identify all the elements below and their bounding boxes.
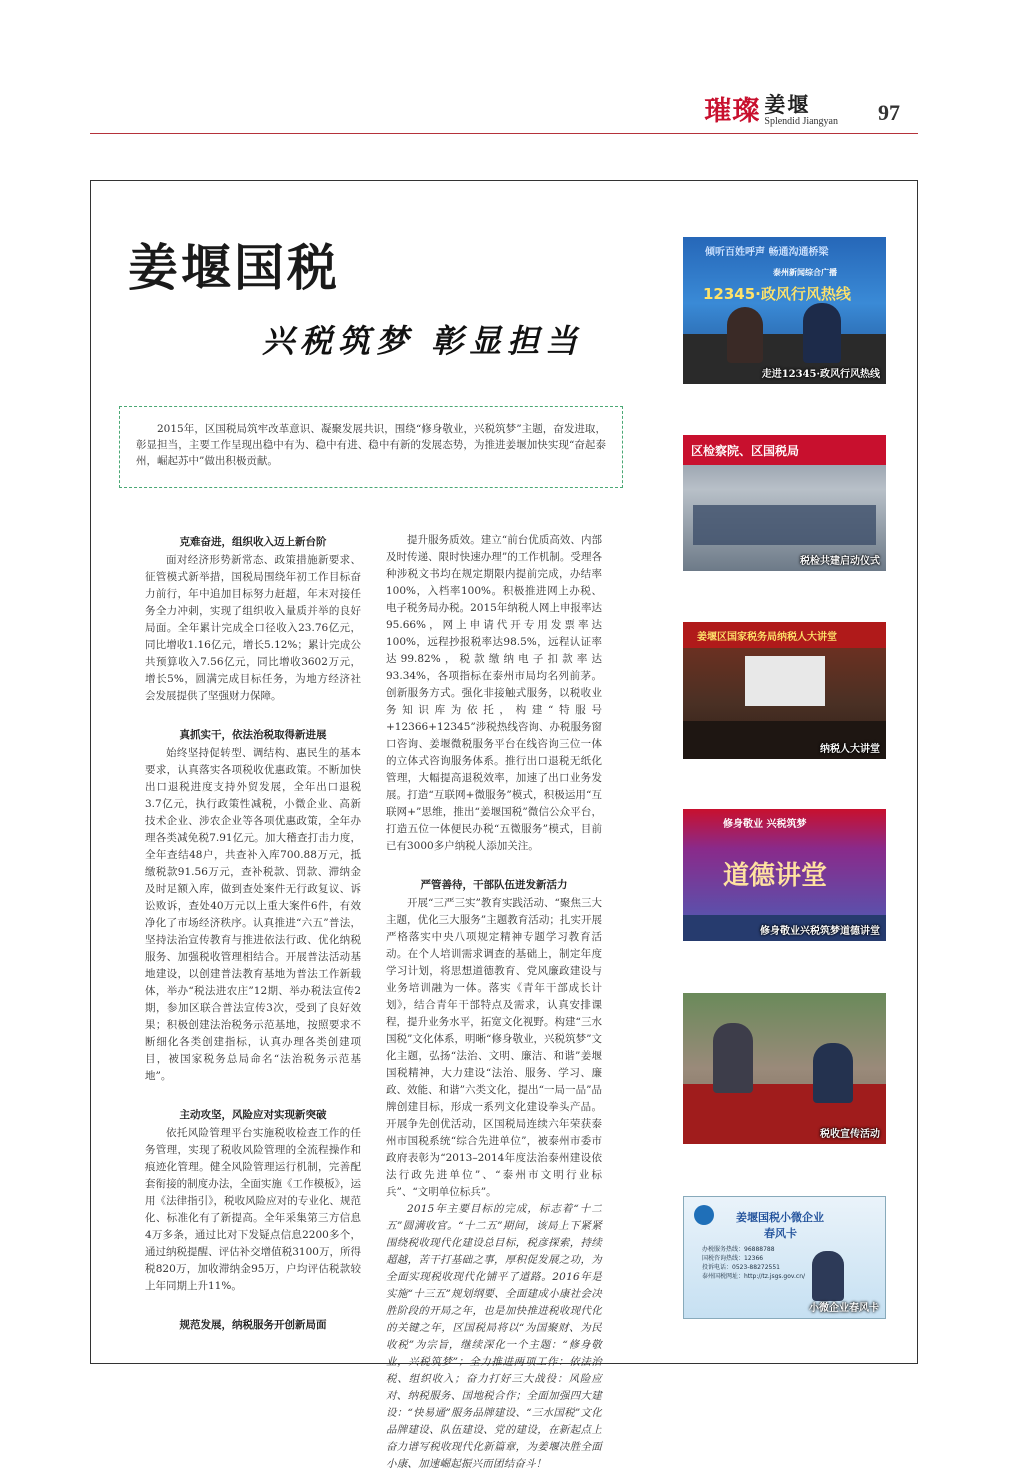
photo-spring-card — [683, 1196, 886, 1319]
section-body: 提升服务质效。建立“前台优质高效、内部及时传递、限时快速办理”的工作机制。受理各种涉税文书均在规定期限内提前完成，办结率100%，入档率100%。积极推进网上办税、电子税务局办税。2015年纳税人网上申报率达95.66%，网上申请代开专用发票率达100%，远程抄报税率达98.5%，远程认证率达99.82%，税款缴纳电子扣款率达93.34%，各项指标在泰州市局均名列前茅。创新服务方式。强化非接触式服务，以税收业务知识库为依托，构建“特服号+12366+12345”涉税热线咨询、办税服务窗口咨询、姜堰微税服务平台在线咨询三位一体的立体式咨询服务体系。推行出口退税无纸化管理，大幅提高退税效率，加速了出口业务发展。打造“互联网+微服务”模式，积极运用“互联网+”思维，推出“姜堰国税”微信公众平台，打造五位一体便民办税“五微服务”模式，目前已有3000多户纳税人添加关注。 — [386, 534, 602, 852]
photo-tax-campaign — [683, 993, 886, 1144]
section-body: 面对经济形势新常态、政策措施新要求、征管模式新举措，国税局围绕年初工作目标奋力前行，年中追加目标努力赶超，年末对接任务全力冲刺，实现了组织收入量质并举的良好局面。全年累计完成全口径收入23.76亿元，同比增收1.16亿元，增长5.12%；累计完成公共预算收入7.56亿元，同比增收3602万元，增长5%，圆满完成目标任务，为地方经济社会发展提供了坚强财力保障。 — [145, 554, 361, 702]
intro-box: 2015年，区国税局筑牢改革意识、凝聚发展共识，围绕“修身敬业，兴税筑梦”主题，奋发进取，彰显担当，主要工作呈现出稳中有为、稳中有进、稳中有新的发展态势，为推进姜堰加快实现“奋起泰州，崛起苏中”做出积极贡献。 — [119, 406, 623, 488]
photo-morality-hall — [683, 809, 886, 941]
photo-caption: 小微企业春风卡 — [809, 1303, 879, 1314]
photo-caption: 税收宣传活动 — [820, 1129, 880, 1140]
section-heading: 主动攻坚，风险应对实现新突破 — [179, 1109, 327, 1121]
photo-lecture — [683, 622, 886, 759]
card-subtitle: 春风卡 — [764, 1227, 797, 1240]
card-title: 姜堰国税小微企业 — [736, 1211, 824, 1224]
section-body: 依托风险管理平台实施税收检查工作的任务管理，实现了税收风险管理的全流程操作和痕迹化管理。健全风险管理运行机制，完善配套衔接的制度办法，全面实施《工作模板》，运用《法律指引》，税收风险应对的专业化、规范化、标准化有了新提高。全年采集第三方信息4万多条，通过比对下发疑点信息2200多个，通过纳税提醒、评估补交增值税3100万，所得税820万，加收滞纳金95万，户均评估税款较上年同期上升11%。 — [145, 1127, 361, 1292]
photo-hotline — [683, 237, 886, 384]
closing-paragraph: 2015年主要目标的完成，标志着“十二五”圆满收官。“十二五”期间，该局上下紧紧围绕税收现代化建设总目标，税彦探索，持续超越，苦干打基础之事，厚积促发展之功，为全面实现税收现代化铺平了道路。2016年是实施“十三五”规划纲要、全面建成小康社会决胜阶段的开局之年，也是加快推进税收现代化的关键之年，区国税局将以“为国聚财、为民收税”为宗旨，继续深化一个主题：“修身敬业，兴税筑梦”；全力推进两项工作：依法治税、组织收入；奋力打好三大战役：风险应对、纳税服务、国地税合作；全面加强四大建设：“快易通”服务品牌建设、“三水国税”文化品牌建设、队伍建设、党的建设，在新起点上奋力谱写税收现代化新篇章，为姜堰决胜全面小康、加速崛起振兴而团结奋斗！ — [386, 1203, 602, 1470]
photo-banner-main: 12345·政风行风热线 — [703, 285, 851, 303]
section-heading: 严管善待，干部队伍迸发新活力 — [420, 879, 568, 891]
section-heading: 克难奋进，组织收入迈上新台阶 — [179, 536, 327, 548]
photo-banner-top: 修身敬业 兴税筑梦 — [723, 819, 807, 830]
article-subtitle: 兴税筑梦 彰显担当 — [262, 322, 584, 360]
brand-black-text: 姜堰 — [764, 92, 811, 117]
article-title: 姜堰国税 — [128, 239, 340, 297]
photo-caption: 走进12345·政风行风热线 — [761, 369, 880, 380]
section-heading: 规范发展，纳税服务开创新局面 — [179, 1319, 327, 1331]
station-logo-text: 泰州新闻综合广播 — [773, 268, 837, 277]
text-column-left — [145, 534, 361, 1335]
tax-logo-icon — [694, 1205, 714, 1225]
card-info: 办税服务热线：96888788 国税咨询热线：12366 投诉电话：0523-88272551 泰州国税网址：http://tz.jsgs.gov.cn/ — [702, 1246, 806, 1280]
section-body: 开展“三严三实”教育实践活动、“聚焦三大主题，优化三大服务”主题教育活动；扎实开展严格落实中央八项规定精神专题学习教育活动。在个人培训需求调查的基础上，制定年度学习计划，将思想道德教育、党风廉政建设与业务培训融为一体。落实《青年干部成长计划》，结合青年干部特点及需求，认真安排课程，提升业务水平，拓宽文化视野。构建“三水国税”文化体系，明晰“修身敬业，兴税筑梦”文化主题，弘扬“法治、文明、廉洁、和谐”姜堰国税精神，大力建设“法治、服务、学习、廉政、效能、和谐”六类文化，提出“一局一品”品牌创建目标，形成一系列文化建设拳头产品。开展争先创优活动，区国税局连续六年荣获泰州市国税系统“综合先进单位”，被泰州市委市政府表彰为“2013–2014年度法治泰州建设依法行政先进单位”、“泰州市文明行业标兵”、“文明单位标兵”。 — [386, 897, 602, 1198]
brand-red-text: 璀璨 — [704, 96, 761, 127]
brand-english-text: Splendid Jiangyan — [764, 116, 838, 127]
photo-caption: 纳税人大讲堂 — [820, 744, 880, 755]
photo-caption: 修身敬业兴税筑梦道德讲堂 — [760, 926, 880, 937]
section-heading: 真抓实干，依法治税取得新进展 — [179, 729, 327, 741]
text-column-middle — [386, 532, 602, 1473]
photo-banner-main: 姜堰区国家税务局纳税人大讲堂 — [697, 632, 837, 643]
photo-ceremony — [683, 435, 886, 571]
photo-caption: 税检共建启动仪式 — [800, 556, 880, 567]
photo-banner-main: 道德讲堂 — [723, 861, 828, 891]
page-number: 97 — [878, 100, 900, 125]
section-body: 始终坚持促转型、调结构、惠民生的基本要求，认真落实各项税收优惠政策。不断加快出口退税进度支持外贸发展，全年出口退税3.7亿元，执行政策性减税，小微企业、高新技术企业、涉农企业等各项优惠政策，全年办理各类减免税7.91亿元。加大稽查打击力度，全年查结48户，共查补入库700.88万元，抵缴税款91.56万元，查补税款、罚款、滞纳金及时足额入库，做到查处案件无行政复议、诉讼败诉，查处40万元以上重大案件6件，有效净化了市场经济秩序。认真推进“六五”普法，坚持法治宣传教育与推进依法行政、优化纳税服务、加强税收管理相结合。开展普法活动基地建设，以创建普法教育基地为普法工作新载体，举办“税法进农庄”12期、举办税法宣传2期，参加区联合普法宣传3次，受到了良好效果；积极创建法治税务示范基地，按照要求不断细化各类创建指标，认真办理各类创建项目，被国家税务总局命名“法治税务示范基地”。 — [145, 747, 361, 1082]
photo-banner-main: 区检察院、区国税局 — [691, 444, 800, 458]
brand-logo — [704, 94, 838, 127]
running-header — [90, 88, 918, 134]
photo-banner-top: 倾听百姓呼声 畅通沟通桥梁 — [705, 247, 829, 258]
